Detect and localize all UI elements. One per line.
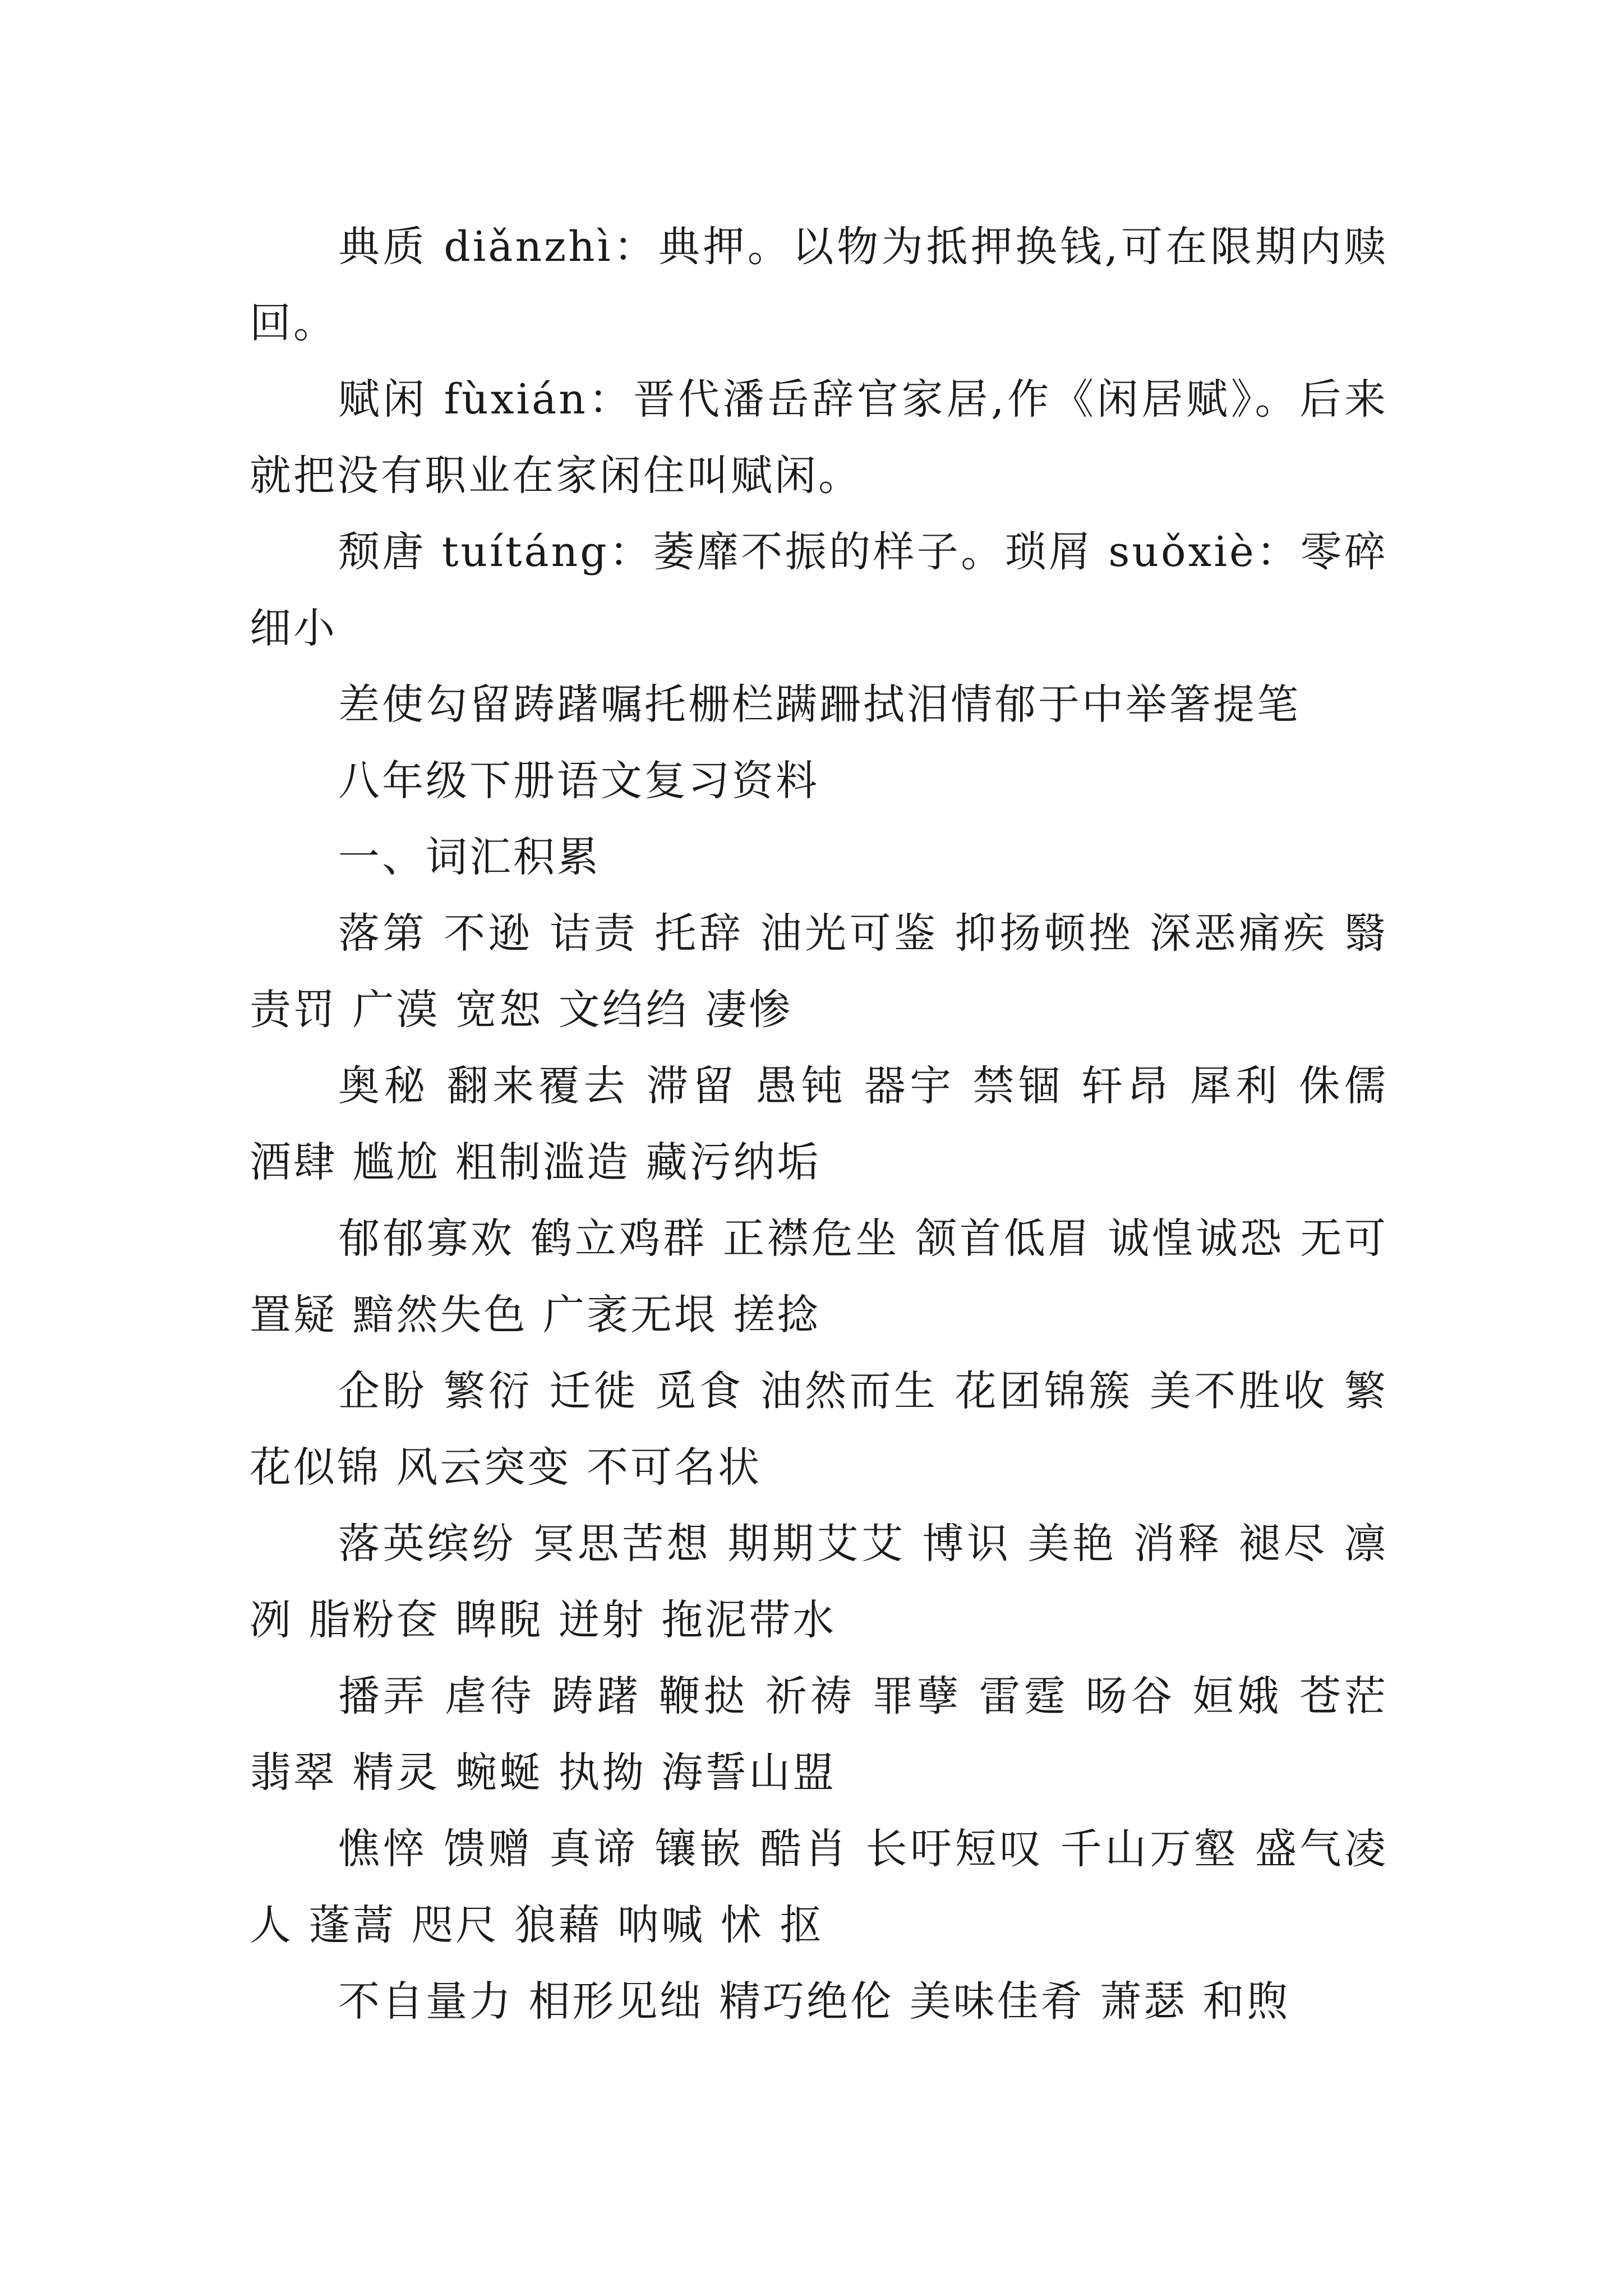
- word-list-paragraph: 郁郁寡欢 鹤立鸡群 正襟危坐 颔首低眉 诚惶诚恐 无可置疑 黯然失色 广袤无垠 搓捻: [250, 1214, 1388, 1339]
- section-heading: 一、词汇积累: [338, 833, 601, 881]
- word-list-paragraph: 不自量力 相形见绌 精巧绝伦 美味佳肴 萧瑟 和煦: [338, 1977, 1290, 2026]
- word-list-paragraph: 落第 不逊 诘责 托辞 油光可鉴 抑扬顿挫 深恶痛疾 翳 责罚 广漠 宽恕 文绉绉 凄惨: [250, 909, 1388, 1034]
- word-list-paragraph: 憔悴 馈赠 真谛 镶嵌 酷肖 长吁短叹 千山万壑 盛气凌人 蓬蒿 咫尺 狼藉 呐喊 怵 抠: [250, 1825, 1388, 1949]
- word-list-paragraph: 落英缤纷 冥思苦想 期期艾艾 博识 美艳 消释 褪尽 凛冽 脂粉奁 睥睨 迸射 拖泥带水: [250, 1520, 1388, 1644]
- word-list-paragraph: 奥秘 翻来覆去 滞留 愚钝 器宇 禁锢 轩昂 犀利 侏儒 酒肆 尴尬 粗制滥造 藏污纳垢: [250, 1062, 1388, 1186]
- definition-paragraph-dianzhi: 典质 diǎnzhì：典押。以物为抵押换钱,可在限期内赎回。: [250, 223, 1388, 347]
- vocabulary-line: 差使勾留踌躇嘱托栅栏蹒跚拭泪情郁于中举箸提笔: [338, 680, 1301, 729]
- word-list-paragraph: 播弄 虐待 踌躇 鞭挞 祈祷 罪孽 雷霆 旸谷 姮娥 苍茫 翡翠 精灵 蜿蜒 执拗 海誓山盟: [250, 1672, 1388, 1797]
- word-list-paragraph: 企盼 繁衍 迁徙 觅食 油然而生 花团锦簇 美不胜收 繁花似锦 风云突变 不可名状: [250, 1367, 1388, 1492]
- section-title: 八年级下册语文复习资料: [338, 757, 819, 805]
- document-body: [250, 209, 1388, 2040]
- definition-paragraph-fuxian: 赋闲 fùxián：晋代潘岳辞官家居,作《闲居赋》。后来就把没有职业在家闲住叫赋闲。: [250, 375, 1388, 500]
- definition-paragraph-tuitang: 颓唐 tuítáng：萎靡不振的样子。琐屑 suǒxiè：零碎细小: [250, 528, 1388, 652]
